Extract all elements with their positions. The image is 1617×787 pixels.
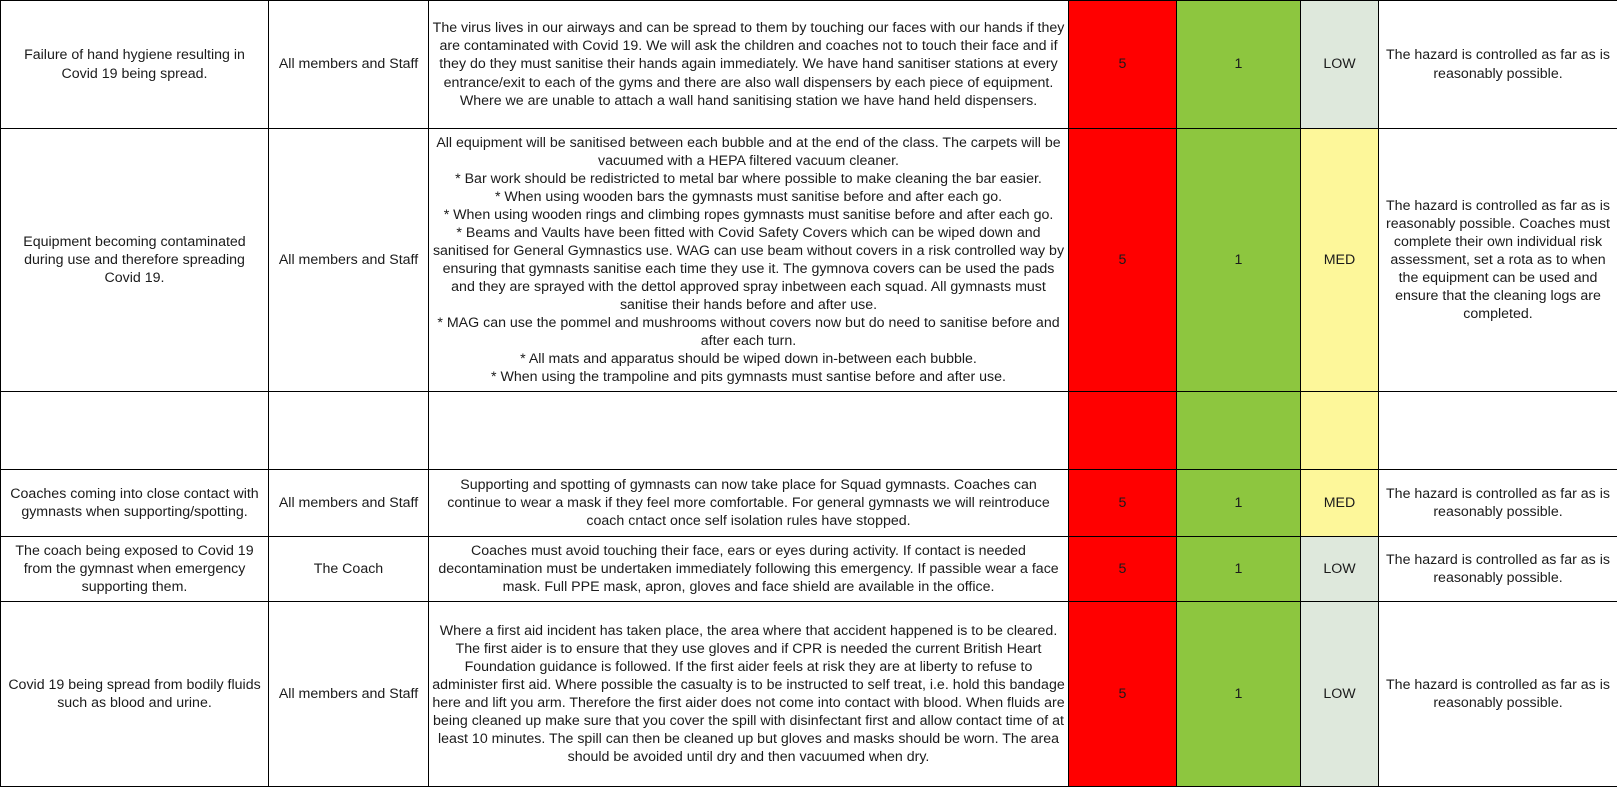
hazard-cell: Equipment becoming contaminated during use and therefore spreading Covid 19. <box>1 129 269 392</box>
risk-level-cell: LOW <box>1301 1 1379 129</box>
risk-level-cell: LOW <box>1301 537 1379 602</box>
hazard-cell <box>1 392 269 470</box>
severity-score-cell: 5 <box>1069 602 1177 787</box>
control-measures-cell: The virus lives in our airways and can be spread to them by touching our faces with our hands if they are contaminated with Covid 19. We will ask the children and coaches not to touch their face and if they do they must sanitise their hands again immediately. We have hand sanitiser stations at every entrance/exit to each of the gyms and there are also wall dispensers by each piece of equipment. Where we are unable to attach a wall hand sanitising station we have hand held dispensers. <box>429 1 1069 129</box>
table-row <box>1 129 1617 392</box>
likelihood-score-cell: 1 <box>1177 129 1301 392</box>
table-row-continuation <box>1 392 1617 470</box>
table-row <box>1 470 1617 537</box>
notes-cell: The hazard is controlled as far as is reasonably possible. <box>1379 470 1617 537</box>
severity-score-cell: 5 <box>1069 537 1177 602</box>
hazard-cell: Coaches coming into close contact with gymnasts when supporting/spotting. <box>1 470 269 537</box>
control-measure-line: * When using wooden bars the gymnasts must sanitise before and after each go. <box>432 188 1065 206</box>
likelihood-score-cell: 1 <box>1177 1 1301 129</box>
control-measure-line: * Beams and Vaults have been fitted with Covid Safety Covers which can be wiped down and sanitised for General Gymnastics use. WAG can use beam without covers in a risk controlled way by ensuring that gymnasts sanitise each time they use it. The gymnova covers can be used the pads and they are sprayed with the dettol approved spray inbetween each squad. All gymnasts must sanitise their hands before and after use. <box>432 224 1065 314</box>
who-at-risk-cell: All members and Staff <box>269 129 429 392</box>
severity-score-cell <box>1069 392 1177 470</box>
likelihood-score-cell: 1 <box>1177 470 1301 537</box>
notes-cell: The hazard is controlled as far as is reasonably possible. <box>1379 537 1617 602</box>
table-row <box>1 537 1617 602</box>
likelihood-score-cell: 1 <box>1177 602 1301 787</box>
risk-level-cell: LOW <box>1301 602 1379 787</box>
hazard-cell: Failure of hand hygiene resulting in Covid 19 being spread. <box>1 1 269 129</box>
control-measures-cell <box>429 129 1069 392</box>
risk-level-cell <box>1301 392 1379 470</box>
who-at-risk-cell: All members and Staff <box>269 602 429 787</box>
control-measure-line: * When using the trampoline and pits gymnasts must santise before and after use. <box>432 368 1065 386</box>
severity-score-cell: 5 <box>1069 470 1177 537</box>
notes-cell: The hazard is controlled as far as is reasonably possible. <box>1379 1 1617 129</box>
likelihood-score-cell: 1 <box>1177 537 1301 602</box>
severity-score-cell: 5 <box>1069 129 1177 392</box>
risk-level-cell: MED <box>1301 470 1379 537</box>
control-measure-line: * Bar work should be redistricted to metal bar where possible to make cleaning the bar easier. <box>432 170 1065 188</box>
control-measures-cell: Supporting and spotting of gymnasts can now take place for Squad gymnasts. Coaches can continue to wear a mask if they feel more comfortable. For general gymnasts we will reintroduce coach cntact once self isolation rules have stopped. <box>429 470 1069 537</box>
control-measures-cell: Where a first aid incident has taken place, the area where that accident happened is to be cleared. The first aider is to ensure that they use gloves and if CPR is needed the current British Heart Foundation guidance is followed. If the first aider feels at risk they are at liberty to refuse to administer first aid. Where possible the casualty is to be instructed to self treat, i.e. hold this bandage here and lift you arm. Therefore the first aider does not come into contact with blood. When fluids are being cleaned up make sure that you cover the spill with disinfectant first and allow contact time of at least 10 minutes. The spill can then be cleaned up but gloves and masks should be worn. The area should be avoided until dry and then vacuumed when dry. <box>429 602 1069 787</box>
who-at-risk-cell: All members and Staff <box>269 1 429 129</box>
notes-cell: The hazard is controlled as far as is reasonably possible. <box>1379 602 1617 787</box>
table-body <box>1 1 1617 787</box>
table-row <box>1 1 1617 129</box>
control-measures-cell: Coaches must avoid touching their face, ears or eyes during activity. If contact is needed decontamination must be undertaken immediately following this emergency. If passible wear a face mask. Full PPE mask, apron, gloves and face shield are available in the office. <box>429 537 1069 602</box>
who-at-risk-cell: The Coach <box>269 537 429 602</box>
table-row <box>1 602 1617 787</box>
control-measure-line: * MAG can use the pommel and mushrooms without covers now but do need to sanitise before and after each turn. <box>432 314 1065 350</box>
risk-level-cell: MED <box>1301 129 1379 392</box>
who-at-risk-cell: All members and Staff <box>269 470 429 537</box>
control-measure-line: All equipment will be sanitised between each bubble and at the end of the class. The carpets will be vacuumed with a HEPA filtered vacuum cleaner. <box>432 134 1065 170</box>
notes-cell: The hazard is controlled as far as is reasonably possible. Coaches must complete their own individual risk assessment, set a rota as to when the equipment can be used and ensure that the cleaning logs are completed. <box>1379 129 1617 392</box>
likelihood-score-cell <box>1177 392 1301 470</box>
notes-cell <box>1379 392 1617 470</box>
hazard-cell: The coach being exposed to Covid 19 from the gymnast when emergency supporting them. <box>1 537 269 602</box>
control-measure-line: * All mats and apparatus should be wiped down in-between each bubble. <box>432 350 1065 368</box>
hazard-cell: Covid 19 being spread from bodily fluids such as blood and urine. <box>1 602 269 787</box>
severity-score-cell: 5 <box>1069 1 1177 129</box>
control-measures-cell <box>429 392 1069 470</box>
control-measure-line: * When using wooden rings and climbing ropes gymnasts must sanitise before and after each go. <box>432 206 1065 224</box>
who-at-risk-cell <box>269 392 429 470</box>
